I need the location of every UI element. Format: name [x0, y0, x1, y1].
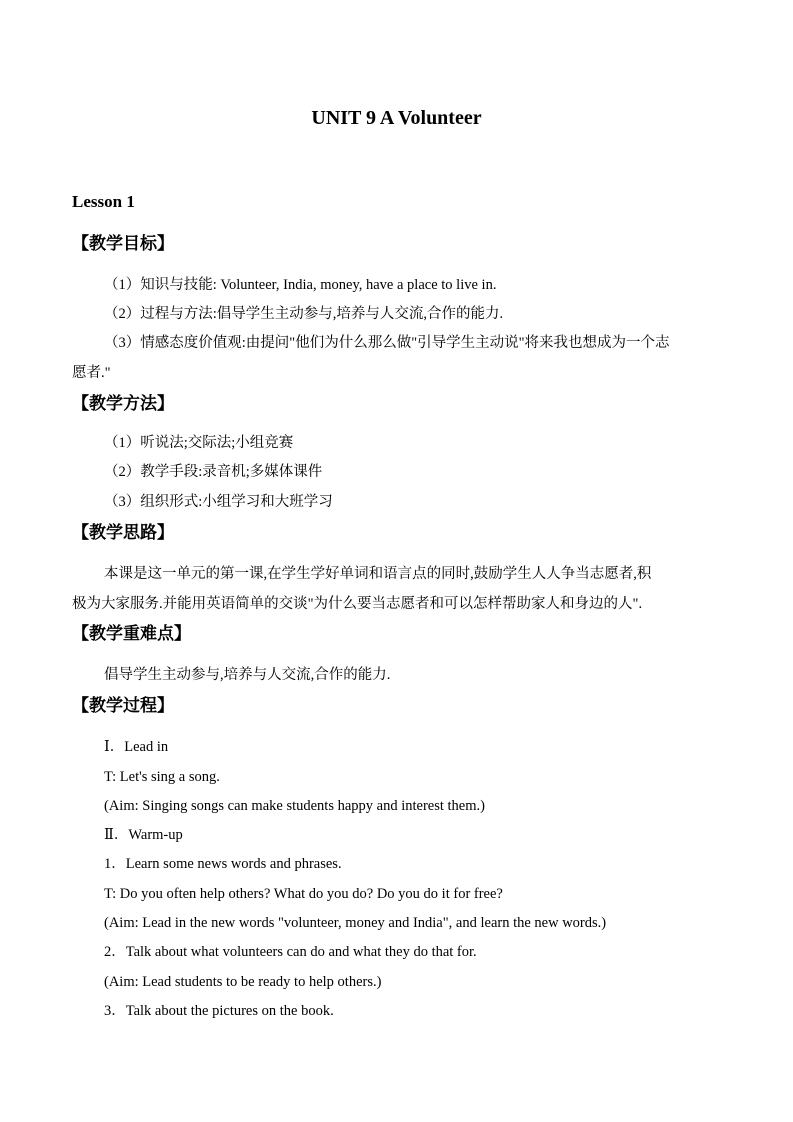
approach-line-2: 极为大家服务.并能用英语简单的交谈"为什么要当志愿者和可以怎样帮助家人和身边的人".: [72, 596, 643, 612]
objectives-heading: 【教学目标】: [72, 234, 174, 254]
process-line-5: 1．Learn some news words and phrases.: [104, 856, 342, 872]
key-points-text: 倡导学生主动参与,培养与人交流,合作的能力.: [104, 667, 391, 683]
process-line-6: T: Do you often help others? What do you do? Do you do it for free?: [104, 886, 503, 902]
method-item-3: （3）组织形式:小组学习和大班学习: [104, 494, 333, 510]
objective-item-1: （1）知识与技能: Volunteer, India, money, have a place to live in.: [104, 277, 497, 293]
method-item-2: （2）教学手段:录音机;多媒体课件: [104, 464, 323, 480]
lesson-label: Lesson 1: [72, 192, 135, 211]
process-line-4: Ⅱ．Warm-up: [104, 827, 183, 843]
process-line-7: (Aim: Lead in the new words "volunteer, money and India", and learn the new words.): [104, 915, 607, 931]
process-line-9: (Aim: Lead students to be ready to help others.): [104, 974, 382, 990]
methods-heading: 【教学方法】: [72, 394, 174, 414]
method-item-1: （1）听说法;交际法;小组竞赛: [104, 435, 294, 451]
process-line-8: 2．Talk about what volunteers can do and what they do that for.: [104, 944, 477, 960]
document-title: UNIT 9 A Volunteer: [311, 107, 482, 129]
process-heading: 【教学过程】: [72, 696, 174, 716]
process-line-2: T: Let's sing a song.: [104, 769, 220, 785]
process-line-1: Ⅰ．Lead in: [104, 739, 169, 755]
process-line-10: 3．Talk about the pictures on the book.: [104, 1003, 334, 1019]
objective-item-3: （3）情感态度价值观:由提问"他们为什么那么做"引导学生主动说"将来我也想成为一个志: [104, 335, 670, 351]
objective-item-2: （2）过程与方法:倡导学生主动参与,培养与人交流,合作的能力.: [104, 306, 504, 322]
key-points-heading: 【教学重难点】: [72, 624, 191, 644]
approach-heading: 【教学思路】: [72, 523, 174, 543]
approach-line-1: 本课是这一单元的第一课,在学生学好单词和语言点的同时,鼓励学生人人争当志愿者,积: [104, 566, 652, 582]
process-line-3: (Aim: Singing songs can make students happy and interest them.): [104, 798, 485, 814]
objective-item-3-cont: 愿者.": [72, 365, 111, 381]
